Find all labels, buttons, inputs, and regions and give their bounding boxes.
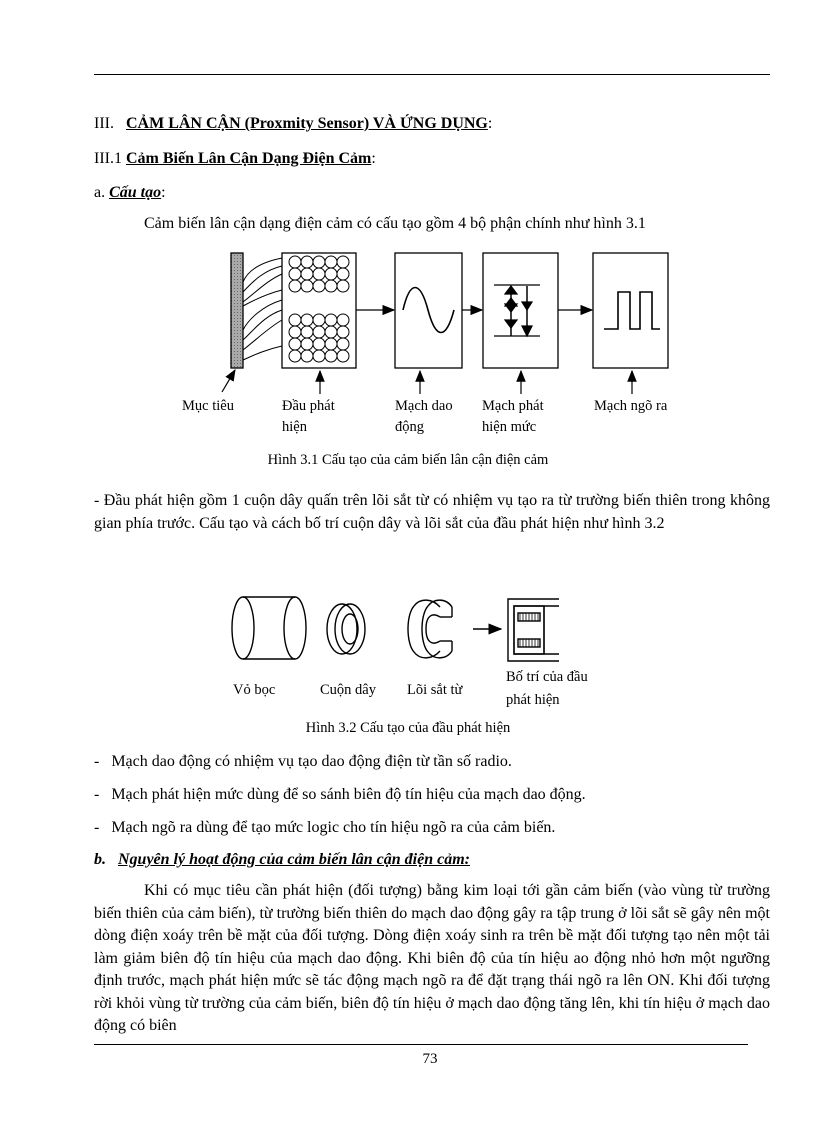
bullet-text: Mạch dao động có nhiệm vụ tạo dao động điện từ tần số radio. bbox=[111, 753, 512, 770]
figure-3-2-caption: Hình 3.2 Cấu tạo của đầu phát hiện bbox=[305, 720, 511, 736]
part-a-intro: Cảm biến lân cận dạng điện cảm có cấu tạo gồm 4 bộ phận chính như hình 3.1 bbox=[144, 215, 646, 232]
coil-ring bbox=[327, 604, 365, 654]
part-a-marker: a. bbox=[94, 184, 106, 201]
part-b-marker: b. bbox=[94, 851, 106, 868]
part-b-title: Nguyên lý hoạt động của cảm biến lân cận điện cảm: bbox=[118, 851, 470, 868]
label-detector-line1: Đầu phát bbox=[282, 398, 335, 414]
label-detector-line2: hiện bbox=[282, 419, 307, 435]
bullet-oscillator bbox=[94, 751, 512, 773]
detector-paragraph: - Đầu phát hiện gồm 1 cuộn dây quấn trên lõi sắt từ có nhiệm vụ tạo ra từ trường biến thiên trong không gian phía trước. Cấu tạo và cách bố trí cuộn dây và lõi sắt của đầu phát hiện như hình 3.2 bbox=[94, 492, 770, 532]
label-level-line2: hiện mức bbox=[482, 419, 537, 435]
page-number: 73 bbox=[422, 1051, 438, 1067]
figure-3-1-caption: Hình 3.1 Cấu tạo của cảm biến lân cận điện cảm bbox=[267, 452, 549, 468]
subsection-number: III.1 bbox=[94, 150, 122, 167]
subsection-colon: : bbox=[371, 150, 376, 167]
part-a-title: Cấu tạo bbox=[109, 184, 162, 201]
housing-cylinder bbox=[232, 597, 306, 659]
part-b-heading bbox=[94, 849, 470, 871]
principle-paragraph: Khi có mục tiêu cần phát hiện (đối tượng) bằng kim loại tới gần cảm biến (vào vùng từ trường biến thiên của cảm biến), từ trường biến thiên do mạch dao động gây ra tập trung ở lõi sắt sẽ gây nên một dòng điện xoáy trên bề mặt của đối tượng. Dòng điện xoáy sinh ra trên bề mặt đối tượng tạo nên một tải làm giảm biên độ tín hiệu của mạch dao động. Khi biên độ của tín hiệu ao động nhỏ hơn một ngưỡng định trước, mạch phát hiện mức sẽ tác động mạch ngõ ra để đặt trạng thái ngõ ra lên ON. Khi đối tượng rời khỏi vùng từ trường của cảm biến, biên độ tín hiệu ở mạch dao động tăng lên, khi tín hiệu ở mạch dao động có biên bbox=[94, 882, 770, 1034]
label-arrangement-line1: Bố trí của đầu bbox=[506, 669, 588, 685]
arrangement-drawing bbox=[508, 599, 559, 661]
ferrite-core bbox=[408, 600, 452, 658]
label-housing: Vỏ bọc bbox=[233, 682, 276, 698]
figure-3-2-diagram bbox=[232, 597, 559, 661]
subsection-title: Cảm Biến Lân Cận Dạng Điện Cảm bbox=[125, 150, 372, 167]
magnetic-field-lines bbox=[243, 258, 282, 360]
section-title: CẢM LÂN CẬN (Proxmity Sensor) VÀ ỨNG DỤNG bbox=[125, 115, 488, 132]
target-pointer-arrow bbox=[222, 370, 235, 392]
label-core: Lõi sắt từ bbox=[407, 682, 463, 698]
section-number: III. bbox=[94, 115, 114, 132]
bullet-dash: - bbox=[94, 819, 100, 836]
bullet-dash: - bbox=[94, 753, 100, 770]
bullet-dash: - bbox=[94, 786, 100, 803]
target-plate bbox=[231, 253, 243, 368]
label-oscillator-line2: động bbox=[395, 419, 424, 435]
label-arrangement-line2: phát hiện bbox=[506, 692, 560, 708]
coil-hatching bbox=[520, 613, 538, 647]
label-output: Mạch ngõ ra bbox=[594, 398, 668, 414]
label-coil: Cuộn dây bbox=[320, 682, 376, 698]
label-oscillator-line1: Mạch dao bbox=[395, 398, 453, 414]
bullet-text: Mạch phát hiện mức dùng để so sánh biên độ tín hiệu của mạch dao động. bbox=[111, 786, 586, 803]
level-detector-box bbox=[483, 253, 558, 368]
bullet-output bbox=[94, 817, 555, 839]
label-target: Mục tiêu bbox=[182, 398, 234, 414]
part-a-colon: : bbox=[161, 184, 166, 201]
label-level-line1: Mạch phát bbox=[482, 398, 544, 414]
footer-rule bbox=[94, 1044, 748, 1045]
bullet-text: Mạch ngõ ra dùng để tạo mức logic cho tín hiệu ngõ ra của cảm biến. bbox=[111, 819, 556, 836]
section-colon: : bbox=[487, 115, 493, 132]
bullet-level-detector bbox=[94, 784, 586, 806]
